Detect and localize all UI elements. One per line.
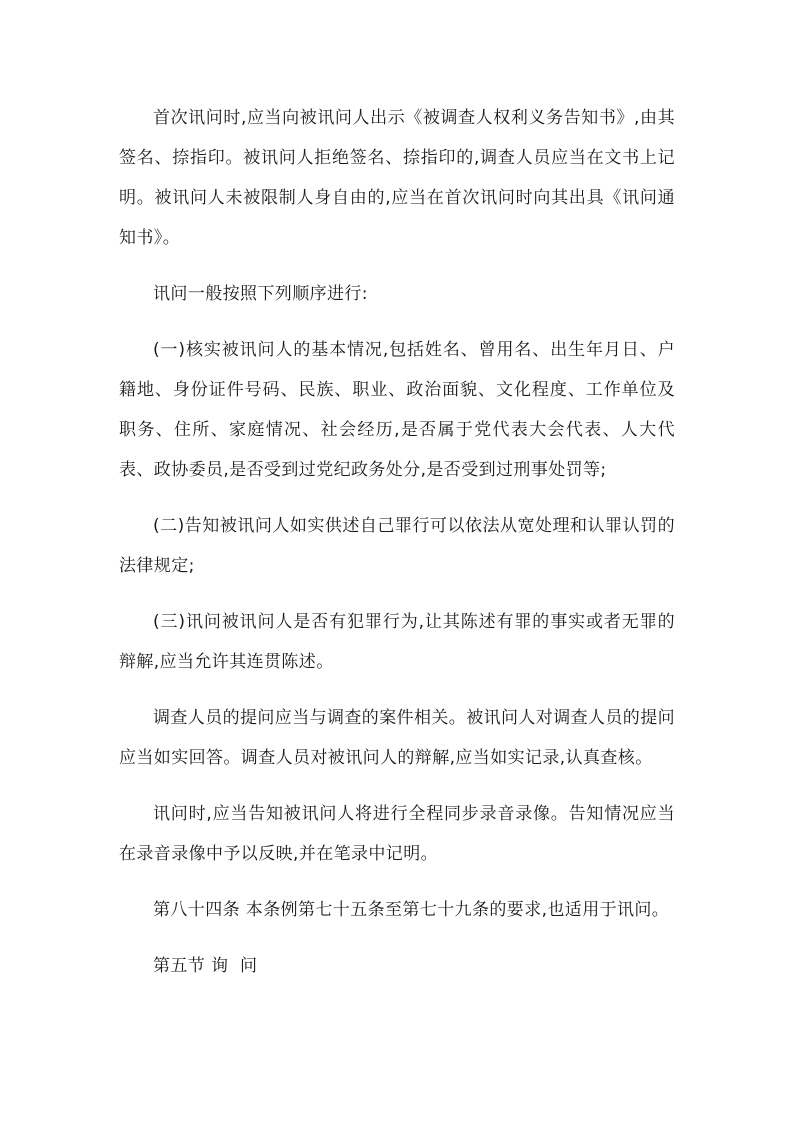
- paragraph-item-two: (二)告知被讯问人如实供述自己罪行可以依法从宽处理和认罪认罚的法律规定;: [119, 516, 675, 576]
- paragraph-interrogation-order: 讯问一般按照下列顺序进行:: [153, 284, 368, 304]
- article-84: 第八十四条 本条例第七十五条至第七十九条的要求,也适用于讯问。: [153, 900, 670, 920]
- paragraph-first-interrogation: 首次讯问时,应当向被讯问人出示《被调查人权利义务告知书》,由其签名、捺指印。被讯问人拒绝签名、捺指印的,调查人员应当在文书上记明。被讯问人未被限制人身自由的,应当在首次讯问时向其出具《讯问通知书》。: [119, 108, 675, 248]
- paragraph-recording-notice: 讯问时,应当告知被讯问人将进行全程同步录音录像。告知情况应当在录音录像中予以反映,并在笔录中记明。: [119, 804, 675, 864]
- paragraph-item-one: (一)核实被讯问人的基本情况,包括姓名、曾用名、出生年月日、户籍地、身份证件号码、民族、职业、政治面貌、文化程度、工作单位及职务、住所、家庭情况、社会经历,是否属于党代表大会代表、人大代表、政协委员,是否受到过党纪政务处分,是否受到过刑事处罚等;: [119, 340, 675, 480]
- paragraph-item-three: (三)讯问被讯问人是否有犯罪行为,让其陈述有罪的事实或者无罪的辩解,应当允许其连贯陈述。: [119, 612, 675, 672]
- paragraph-questioning-relevance: 调查人员的提问应当与调查的案件相关。被讯问人对调查人员的提问应当如实回答。调查人员对被讯问人的辩解,应当如实记录,认真查核。: [119, 708, 675, 768]
- section-heading: 第五节 询 问: [153, 956, 258, 976]
- document-body: [119, 98, 675, 986]
